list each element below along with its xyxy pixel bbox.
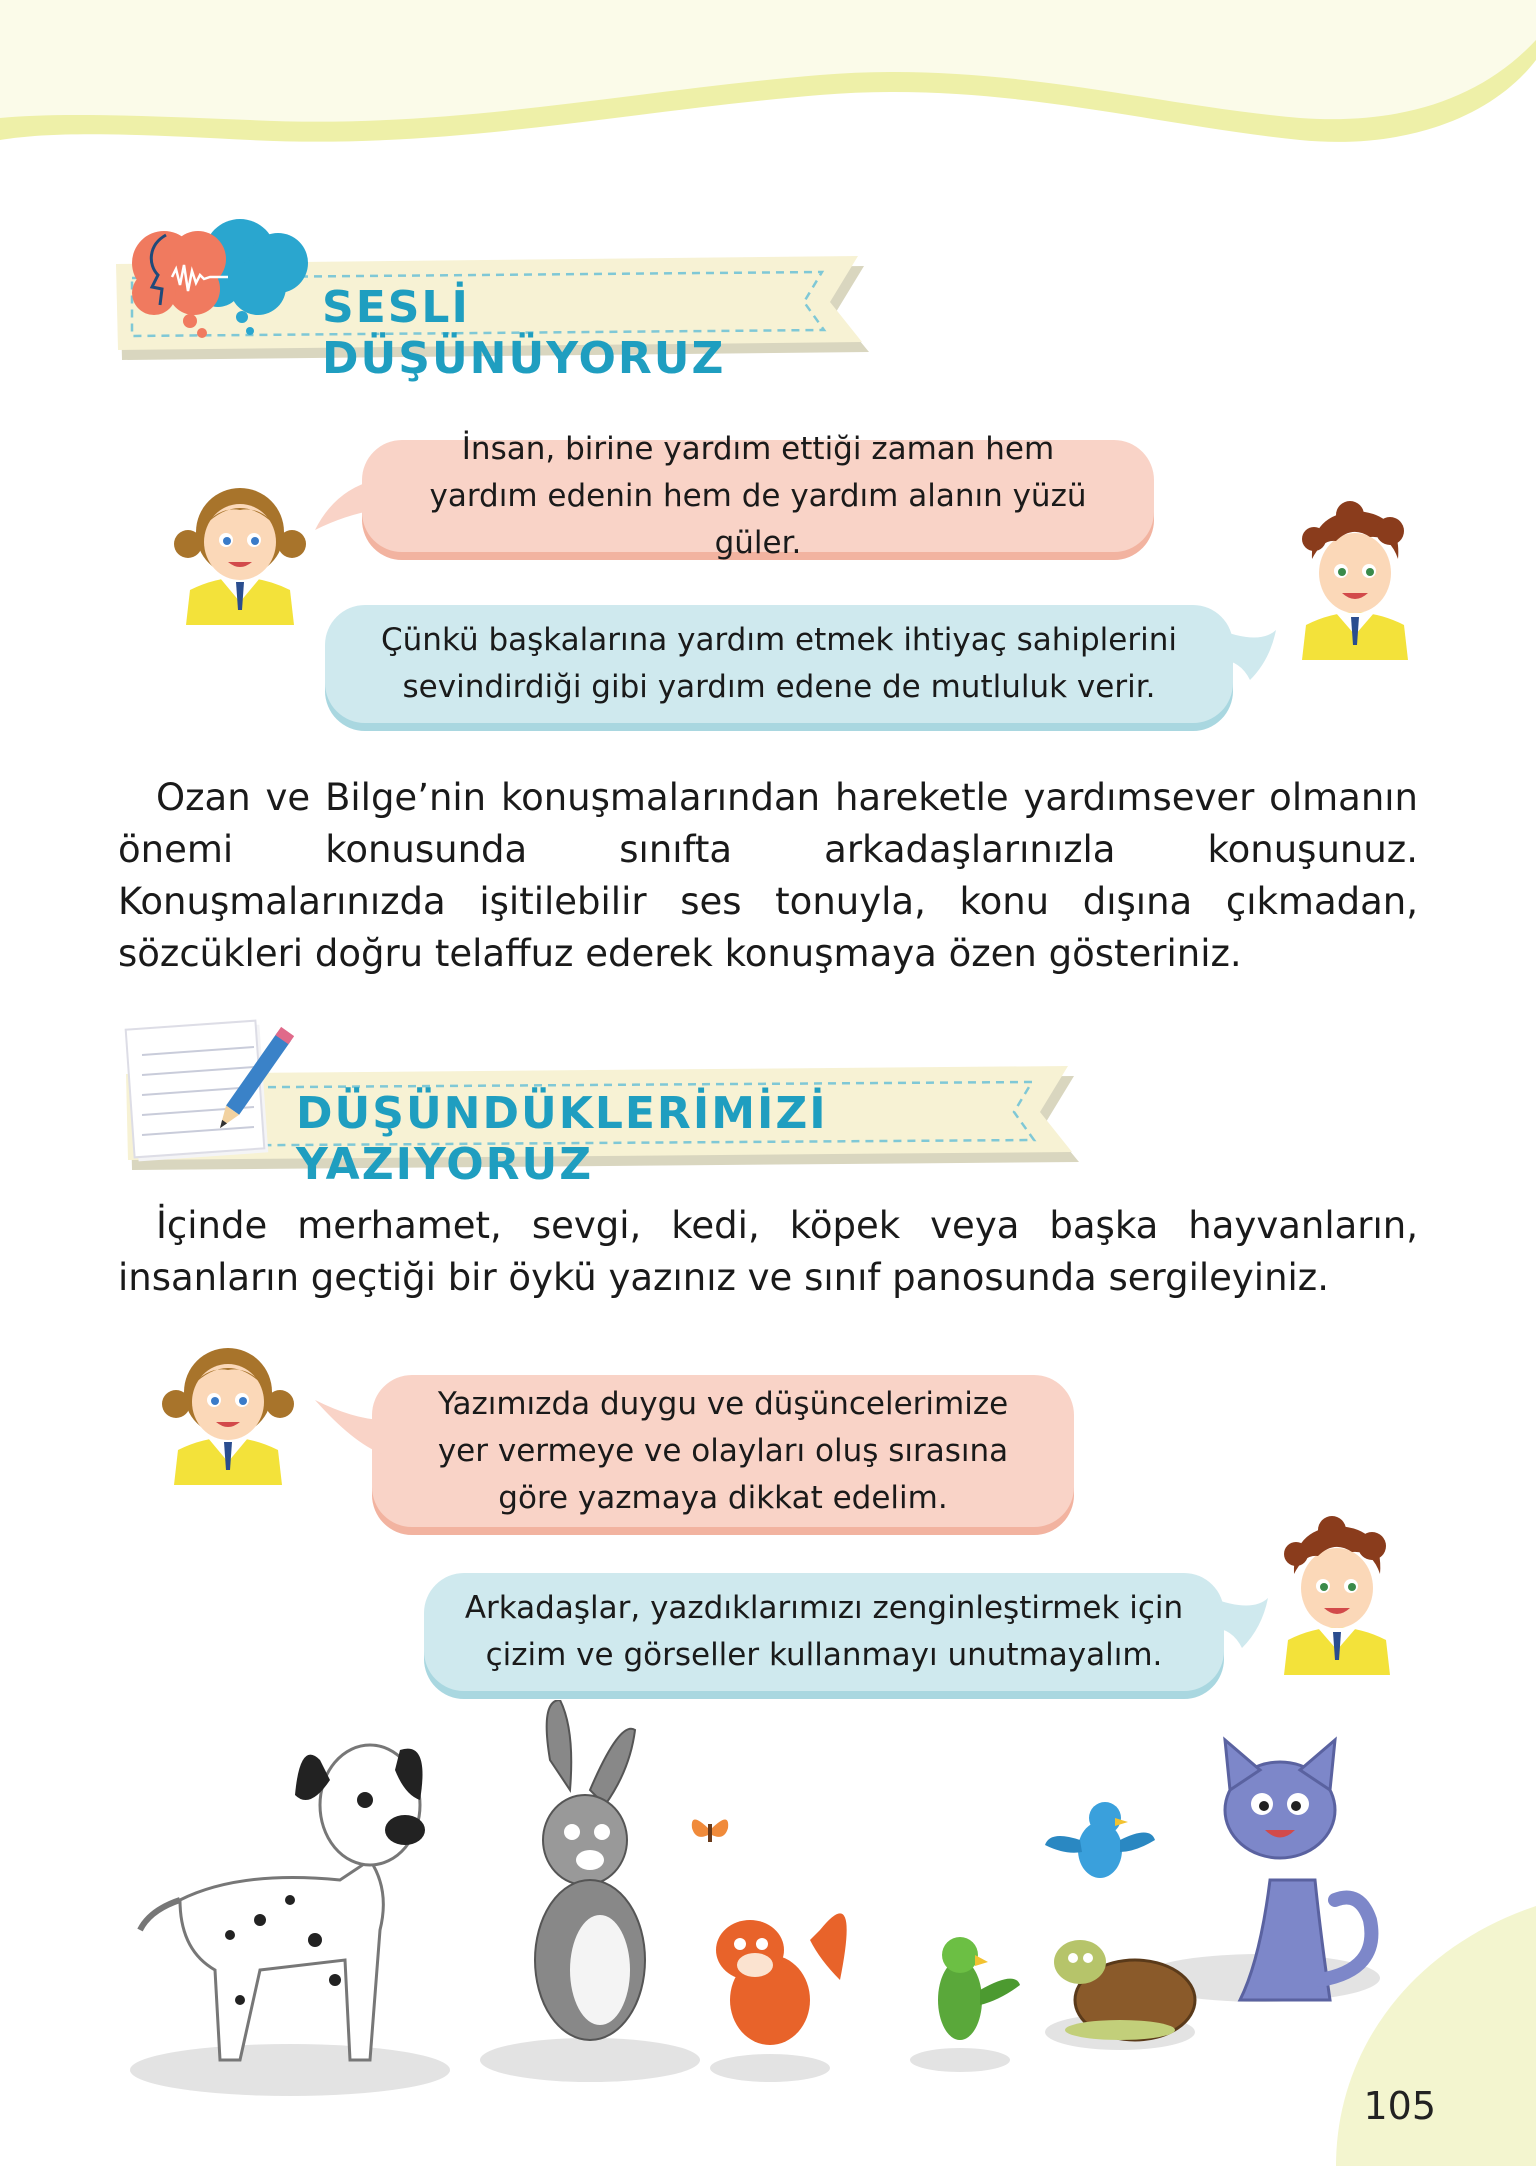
blue-bird [1045,1802,1155,1878]
animals-illustration [120,1700,1450,2100]
boy-ozan-illustration [1272,1510,1402,1675]
dalmatian-dog [140,1745,425,2060]
section-title: SESLİ DÜŞÜNÜYORUZ [322,282,726,384]
top-wave-decoration [0,0,1536,160]
speech-bubble-tail [315,480,375,530]
speech-bubble-tail [1212,1598,1272,1648]
instruction-paragraph-2: İçinde merhamet, sevgi, kedi, köpek veya başka hayvanların, insanların geçtiği bir öykü yazınız ve sınıf panosunda sergileyiniz. [118,1204,1418,1299]
section-title: DÜŞÜNDÜKLERİMİZİ YAZIYORUZ [296,1088,828,1190]
parrot [938,1937,1020,2040]
turtle [1054,1940,1195,2040]
girl-bilge-illustration [170,470,310,625]
girl-bilge-illustration [158,1330,298,1485]
thought-clouds-icon [118,205,318,340]
squirrel [716,1913,847,2045]
speech-bubble-tail [315,1400,385,1460]
speech-bubble-ozan-2: Arkadaşlar, yazdıklarımızı zenginleştirmek için çizim ve görseller kullanmayı unutmayalım. [424,1573,1224,1691]
boy-ozan-illustration [1290,495,1420,660]
speech-bubble-bilge-2: Yazımızda duygu ve düşüncelerimize yer vermeye ve olayları oluş sırasına göre yazmaya dikkat edelim. [372,1375,1074,1527]
speech-bubble-tail [1220,630,1280,680]
instruction-paragraph-1: Ozan ve Bilge’nin konuşmalarından hareketle yardımsever olmanın önemi konusunda sınıfta arkadaşlarınızla konuşunuz. Konuşmalarınızda işitilebilir ses tonuyla, konu dışına çıkmadan, sözcükleri doğru telaffuz ederek konuşmaya özen gösteriniz. [118,776,1418,975]
speech-bubble-bilge-1: İnsan, birine yardım ettiği zaman hem yardım edenin hem de yardım alanın yüzü güler. [362,440,1154,552]
butterfly [692,1819,728,1842]
rabbit [535,1700,645,2040]
notepad-pencil-icon [124,1015,294,1165]
speech-bubble-ozan-1: Çünkü başkalarına yardım etmek ihtiyaç sahiplerini sevindirdiği gibi yardım edene de mutluluk verir. [325,605,1233,723]
page-number: 105 [1363,2084,1436,2128]
